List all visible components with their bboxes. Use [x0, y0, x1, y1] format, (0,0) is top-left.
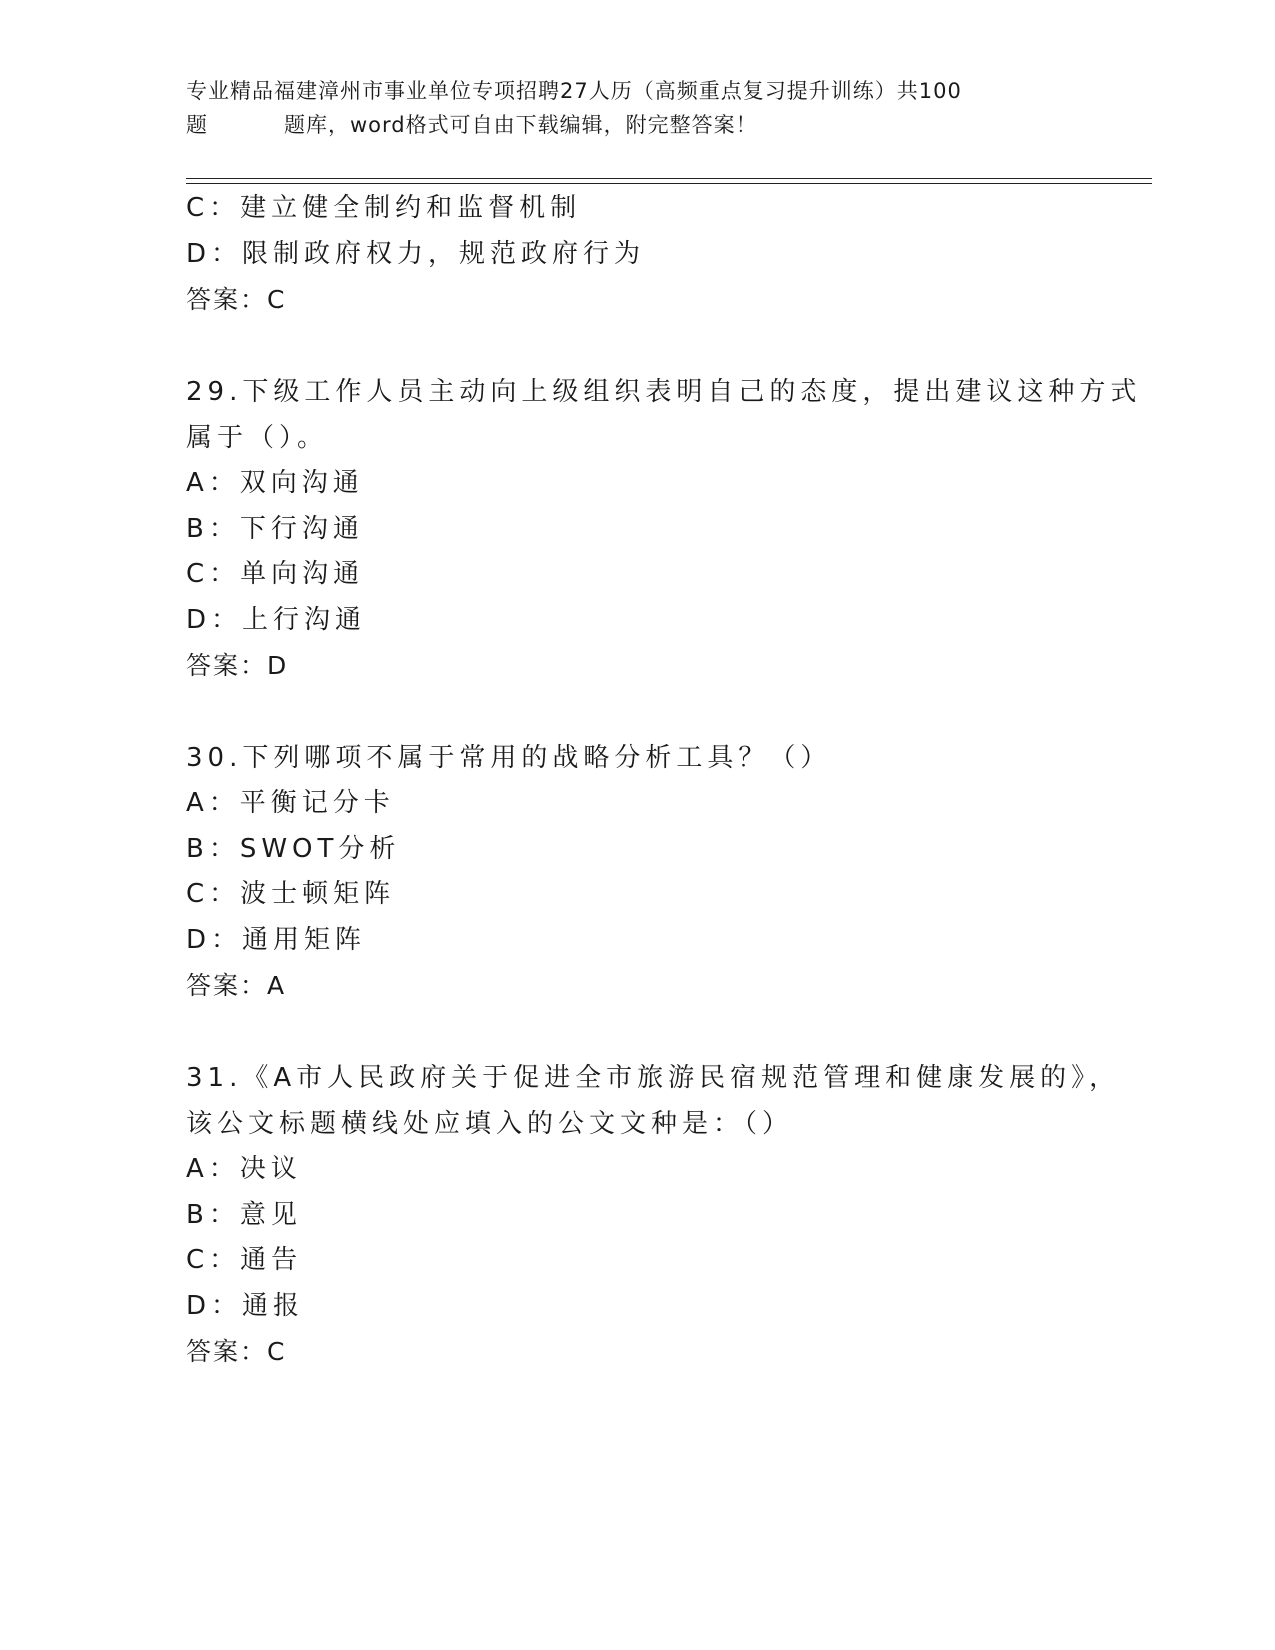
option-b: B：下行沟通	[186, 513, 364, 544]
answer: 答案：C	[186, 1337, 287, 1366]
option-d: D：通用矩阵	[186, 924, 367, 955]
option-a: A：双向沟通	[186, 468, 364, 498]
header-title-line1: 专业精品福建漳州市事业单位专项招聘27人历（高频重点复习提升训练）共100	[186, 79, 962, 103]
page-header	[186, 74, 1086, 142]
answer: 答案：A	[186, 971, 287, 1000]
question-stem: 29.下级工作人员主动向上级组织表明自己的态度，提出建议这种方式	[186, 377, 1142, 407]
answer: 答案：D	[186, 651, 289, 680]
header-divider-bottom	[186, 183, 1152, 184]
question-stem-cont: 属于（）。	[186, 423, 329, 453]
answer: 答案：C	[186, 285, 287, 314]
header-title-line2	[186, 108, 1086, 142]
header-divider-top	[186, 178, 1152, 179]
option-c: C：单向沟通	[186, 559, 365, 589]
question-29	[186, 369, 1142, 689]
previous-question-tail	[186, 186, 1086, 323]
option-d: D：上行沟通	[186, 604, 367, 635]
option-b: B：意见	[186, 1199, 302, 1230]
option-b: B：SWOT分析	[186, 833, 401, 864]
header-line2-left: 题	[186, 113, 208, 137]
option-c: C：建立健全制约和监督机制	[186, 193, 582, 223]
option-a: A：决议	[186, 1154, 302, 1184]
option-c: C：波士顿矩阵	[186, 879, 396, 909]
option-d: D：通报	[186, 1290, 305, 1321]
question-31	[186, 1055, 1121, 1375]
header-line2-right: 题库，word格式可自由下载编辑，附完整答案！	[284, 113, 758, 137]
option-c: C：通告	[186, 1245, 303, 1275]
question-content	[186, 186, 1142, 1375]
question-stem: 30.下列哪项不属于常用的战略分析工具？（）	[186, 743, 832, 773]
question-stem-cont: 该公文标题横线处应填入的公文文种是：（）	[186, 1109, 794, 1139]
option-a: A：平衡记分卡	[186, 788, 395, 818]
question-stem: 31.《A市人民政府关于促进全市旅游民宿规范管理和健康发展的》，	[186, 1063, 1121, 1093]
option-d: D：限制政府权力，规范政府行为	[186, 238, 646, 269]
question-30	[186, 735, 1086, 1009]
